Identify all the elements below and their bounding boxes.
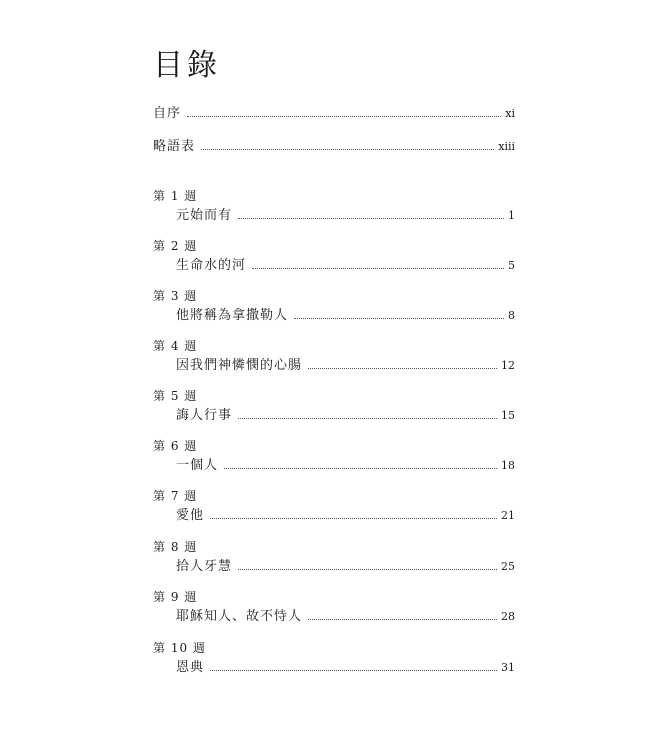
week-heading: 第 1 週	[153, 189, 198, 203]
chapter-title: 他將稱為拿撒勒人	[176, 308, 289, 323]
week-block-10	[153, 640, 515, 677]
entry-page-number: 21	[501, 509, 515, 522]
week-block-8	[153, 539, 515, 576]
week-heading: 第 5 週	[153, 389, 198, 403]
chapter-title: 拾人牙慧	[176, 559, 233, 574]
entry-page-number: 5	[508, 259, 515, 272]
toc-entry	[176, 659, 515, 677]
week-heading: 第 9 週	[153, 590, 198, 604]
dot-leader	[238, 418, 497, 419]
dot-leader	[252, 268, 504, 269]
chapter-title: 耶穌知人、故不恃人	[176, 609, 303, 624]
week-heading: 第 4 週	[153, 339, 198, 353]
entry-page-number: 1	[508, 209, 515, 222]
toc-entry	[153, 105, 515, 123]
week-heading: 第 3 週	[153, 289, 198, 303]
toc-entry	[176, 207, 515, 225]
toc-entry	[176, 558, 515, 576]
week-heading: 第 10 週	[153, 641, 206, 655]
toc-entry	[176, 407, 515, 425]
dot-leader	[210, 518, 497, 519]
chapter-title: 因我們神憐憫的心腸	[176, 358, 303, 373]
entry-label: 自序	[153, 106, 182, 121]
dot-leader	[308, 368, 497, 369]
week-heading: 第 6 週	[153, 439, 198, 453]
dot-leader	[308, 619, 497, 620]
entry-page-number: 15	[501, 409, 515, 422]
toc-entry	[176, 608, 515, 626]
toc-entry	[176, 457, 515, 475]
toc-entry	[176, 357, 515, 375]
dot-leader	[294, 318, 504, 319]
week-block-9	[153, 589, 515, 626]
week-block-5	[153, 388, 515, 425]
week-block-3	[153, 288, 515, 325]
front-matter-entry-preface	[153, 105, 515, 123]
page-title: 目錄	[153, 48, 221, 83]
entry-page-number: 25	[501, 560, 515, 573]
dot-leader	[224, 468, 497, 469]
toc-entry	[176, 507, 515, 525]
dot-leader	[187, 116, 501, 117]
week-heading: 第 7 週	[153, 489, 198, 503]
chapter-title: 誨人行事	[176, 408, 233, 423]
dot-leader	[238, 218, 504, 219]
dot-leader	[201, 149, 494, 150]
toc-entry	[153, 138, 515, 156]
entry-page-number: xi	[505, 107, 515, 120]
entry-page-number: 8	[508, 309, 515, 322]
chapter-title: 一個人	[176, 458, 219, 473]
chapter-title: 恩典	[176, 660, 205, 675]
week-block-2	[153, 238, 515, 275]
week-block-6	[153, 438, 515, 475]
entry-label: 略語表	[153, 139, 196, 154]
toc-entry	[176, 257, 515, 275]
week-heading: 第 8 週	[153, 540, 198, 554]
chapter-title: 愛他	[176, 508, 205, 523]
week-block-7	[153, 488, 515, 525]
toc-entry	[176, 307, 515, 325]
week-block-1	[153, 188, 515, 225]
entry-page-number: 31	[501, 661, 515, 674]
dot-leader	[238, 569, 497, 570]
week-heading: 第 2 週	[153, 239, 198, 253]
front-matter-entry-abbreviations	[153, 138, 515, 156]
entry-page-number: 18	[501, 459, 515, 472]
week-block-4	[153, 338, 515, 375]
chapter-title: 生命水的河	[176, 258, 247, 273]
dot-leader	[210, 670, 497, 671]
entry-page-number: 12	[501, 359, 515, 372]
entry-page-number: xiii	[498, 140, 515, 153]
chapter-title: 元始而有	[176, 208, 233, 223]
entry-page-number: 28	[501, 610, 515, 623]
